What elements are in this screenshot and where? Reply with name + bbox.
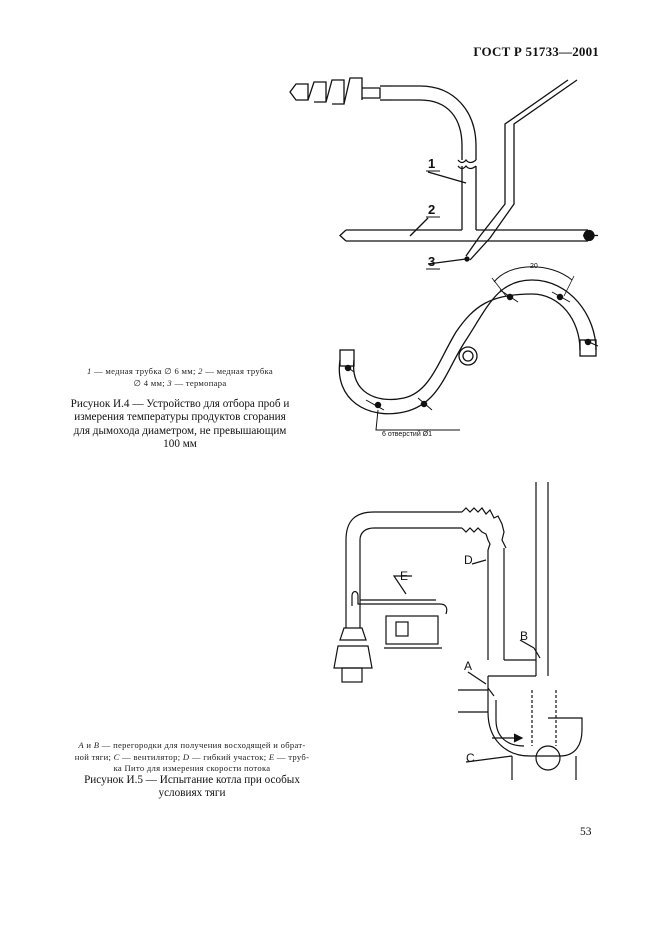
tube-6mm-outer [392, 86, 476, 160]
tube-4mm [346, 230, 588, 241]
flexible-section [462, 508, 506, 548]
callout-E: E [400, 569, 409, 583]
callout-2: 2 [428, 202, 436, 217]
figure-5-caption: Рисунок И.5 — Испытание котла при особых условиях тяги [84, 774, 300, 800]
page-number: 53 [580, 826, 592, 838]
callout-D: D [464, 553, 473, 567]
pitot-tube [352, 592, 447, 615]
figure-4-legend: 1 — медная трубка ∅ 6 мм; 2 — медная трубка ∅ 4 мм; 3 — термопара [87, 366, 273, 388]
callout-C: C [466, 751, 475, 765]
callout-A: A [464, 659, 473, 673]
holes-label: 6 отверстий Ø1 [382, 431, 433, 438]
dimension-20: 20 [530, 263, 538, 270]
figure-5-legend: A и B — перегородки для получения восходящей и обрат- ной тяги; C — вентилятор; D — гибкий участок; E — труб- ка Пито для измерения скорости потока [74, 740, 310, 774]
hose-barb [290, 78, 380, 104]
page-header: ГОСТ Р 51733—2001 [473, 44, 599, 59]
tube-6mm-inner [392, 100, 462, 160]
figure-5-drawing [334, 482, 582, 780]
callout-B: B [520, 629, 529, 643]
callout-1: 1 [428, 156, 436, 171]
fan-housing [488, 676, 582, 756]
callout-3: 3 [428, 254, 436, 269]
thermocouple [470, 80, 577, 260]
figure-4-caption: Рисунок И.4 — Устройство для отбора проб и измерения температуры продуктов сгорания для дымохода диаметром, не превышающим 100 мм [70, 398, 290, 451]
